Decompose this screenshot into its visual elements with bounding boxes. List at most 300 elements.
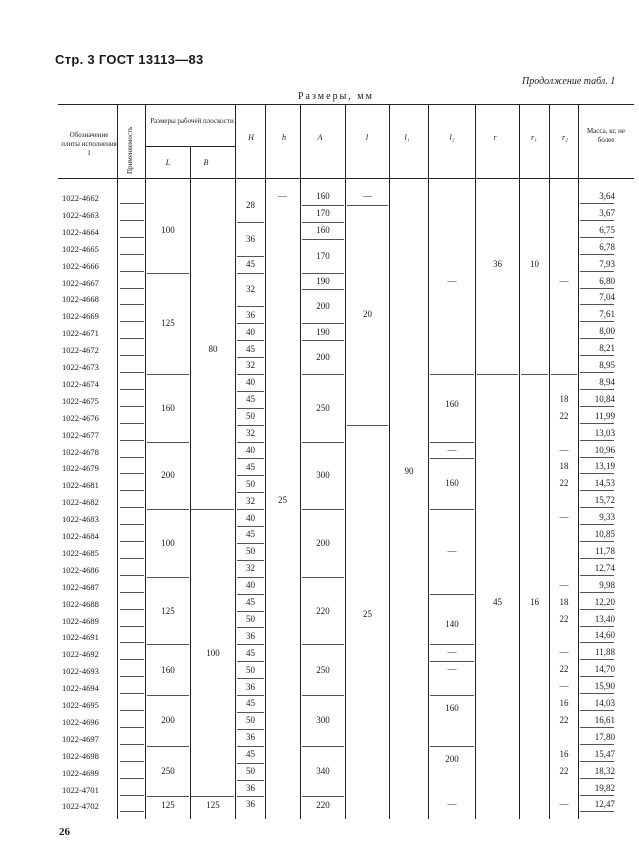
applicability-blank — [120, 727, 144, 728]
cell-r2-dash: — — [559, 579, 569, 590]
mass-underline — [580, 575, 614, 576]
mass-underline — [580, 288, 614, 289]
L-divider — [147, 442, 189, 443]
cell-H: 50 — [246, 664, 255, 675]
document-header: Стр. 3 ГОСТ 13113—83 — [55, 52, 204, 67]
H-divider — [237, 492, 264, 493]
applicability-blank — [120, 558, 144, 559]
cell-l2-dash: — — [447, 275, 457, 286]
cell-l2: 140 — [445, 618, 459, 629]
row-mass: 7,61 — [599, 309, 615, 320]
cell-r: 36 — [493, 258, 502, 269]
row-mass: 12,20 — [594, 596, 615, 607]
row-mass: 10,96 — [594, 444, 615, 455]
row-mass: 14,03 — [594, 698, 615, 708]
H-divider — [237, 560, 264, 561]
mass-underline — [580, 254, 614, 255]
page-number: 26 — [59, 826, 70, 838]
applicability-blank — [120, 237, 144, 238]
applicability-blank — [120, 693, 144, 694]
cell-r2: 22 — [559, 613, 569, 624]
mass-underline — [580, 693, 614, 694]
mass-underline — [580, 355, 614, 356]
mass-underline — [580, 220, 614, 221]
H-divider — [237, 695, 264, 696]
cell-B: 100 — [206, 647, 220, 658]
col-A: A — [317, 133, 323, 142]
cell-r2-dash: — — [559, 512, 569, 523]
A-divider — [302, 695, 344, 696]
cell-H: 32 — [246, 495, 255, 506]
vrule-10 — [475, 104, 476, 819]
H-divider — [237, 374, 264, 375]
row-code: 1022-4668 — [62, 294, 99, 305]
cell-H: 45 — [246, 647, 255, 658]
applicability-blank — [120, 575, 144, 576]
cell-L: 100 — [161, 537, 175, 548]
cell-r2: 18 — [559, 596, 569, 607]
vrule-6 — [300, 104, 301, 819]
cell-H: 36 — [246, 233, 255, 244]
cell-A: 190 — [316, 326, 330, 337]
col-H: H — [248, 133, 254, 142]
L-divider — [147, 509, 189, 510]
cell-H: 32 — [246, 428, 255, 439]
cell-l: 20 — [363, 309, 372, 320]
row-code: 1022-4688 — [62, 598, 99, 609]
col-l1: l₁ — [404, 133, 410, 142]
A-divider — [302, 239, 344, 240]
mass-underline — [580, 473, 614, 474]
row-code: 1022-4685 — [62, 547, 99, 558]
row-mass: 8,95 — [599, 360, 615, 370]
row-code: 1022-4665 — [62, 243, 99, 254]
cell-l2-dash: — — [447, 664, 457, 675]
col-l2: l₂ — [449, 133, 455, 142]
row-code: 1022-4694 — [62, 683, 99, 694]
cell-r2-dash: — — [559, 681, 569, 692]
row-mass: 8,94 — [599, 376, 615, 387]
L-divider — [147, 374, 189, 375]
mass-underline — [580, 507, 614, 508]
H-divider — [237, 408, 264, 409]
applicability-blank — [120, 761, 144, 762]
cell-r2: 22 — [559, 478, 569, 489]
A-divider — [302, 442, 344, 443]
l2-divider — [430, 442, 474, 443]
l2-divider — [430, 695, 474, 696]
mass-underline — [580, 406, 614, 407]
cell-H: 45 — [246, 394, 255, 405]
A-divider — [302, 289, 344, 290]
mass-underline — [580, 778, 614, 779]
cell-H: 32 — [246, 360, 255, 371]
cell-l2-dash: — — [447, 799, 457, 810]
cell-H: 45 — [246, 461, 255, 472]
row-code: 1022-4674 — [62, 378, 99, 389]
row-code: 1022-4676 — [62, 412, 99, 423]
row-code: 1022-4692 — [62, 649, 99, 660]
cell-L: 250 — [161, 766, 175, 777]
cell-H: 45 — [246, 749, 255, 760]
l2-divider — [430, 746, 474, 747]
row-mass: 3,67 — [599, 207, 615, 218]
applicability-blank — [120, 490, 144, 491]
H-divider — [237, 644, 264, 645]
row-code: 1022-4679 — [62, 463, 99, 474]
row-mass: 8,21 — [599, 343, 615, 354]
applicability-blank — [120, 524, 144, 525]
l2-divider — [430, 594, 474, 595]
row-code: 1022-4683 — [62, 514, 99, 525]
row-mass: 16,61 — [594, 714, 615, 725]
row-code: 1022-4681 — [62, 480, 99, 491]
mass-underline — [580, 642, 614, 643]
row-mass: 9,98 — [599, 579, 615, 590]
col-designation: Обозначение плиты исполнения 1 — [61, 131, 117, 157]
row-mass: 8,00 — [599, 326, 615, 337]
vrule-9 — [428, 104, 429, 819]
col-r: r — [493, 133, 497, 142]
L-divider — [147, 746, 189, 747]
cell-A: 170 — [316, 208, 330, 219]
cell-H: 50 — [246, 766, 255, 777]
cell-A: 160 — [316, 191, 330, 202]
H-divider — [237, 526, 264, 527]
cell-H: 45 — [246, 259, 255, 270]
cell-H: 36 — [246, 782, 255, 793]
A-divider — [302, 746, 344, 747]
cell-A: 190 — [316, 275, 330, 286]
cell-H: 50 — [246, 613, 255, 624]
applicability-blank — [120, 203, 144, 204]
mass-underline — [580, 744, 614, 745]
L-divider — [147, 577, 189, 578]
H-divider — [237, 458, 264, 459]
row-code: 1022-4662 — [62, 193, 99, 203]
mass-underline — [580, 490, 614, 491]
cell-r1: 10 — [530, 258, 539, 269]
applicability-blank — [120, 406, 144, 407]
col-r2: r₂ — [562, 133, 568, 142]
cell-l1: 90 — [404, 466, 414, 477]
cell-L: 200 — [161, 715, 175, 726]
mass-underline — [580, 626, 614, 627]
cell-H: 45 — [246, 529, 255, 540]
cell-l2: 160 — [445, 703, 459, 713]
B-divider — [191, 796, 234, 797]
row-mass: 12,47 — [594, 799, 615, 810]
applicability-blank — [120, 541, 144, 542]
row-mass: 15,72 — [594, 495, 615, 506]
cell-A: 340 — [316, 766, 330, 777]
l2-divider — [430, 458, 474, 459]
vrule-7 — [345, 104, 346, 819]
cell-A: 250 — [316, 402, 330, 413]
H-divider — [237, 796, 264, 797]
row-code: 1022-4696 — [62, 716, 99, 727]
applicability-blank — [120, 659, 144, 660]
cell-l2-dash: — — [447, 545, 457, 556]
cell-H: 50 — [246, 715, 255, 726]
H-divider — [237, 509, 264, 510]
applicability-blank — [120, 609, 144, 610]
cell-r2: 22 — [559, 664, 569, 675]
cell-L: 125 — [161, 799, 175, 810]
H-divider — [237, 611, 264, 612]
mass-underline — [580, 727, 614, 728]
A-divider — [302, 273, 344, 274]
applicability-blank — [120, 507, 144, 508]
mass-underline — [580, 676, 614, 677]
cell-r2: 22 — [559, 410, 569, 421]
row-code: 1022-4686 — [62, 564, 99, 575]
row-mass: 19,82 — [594, 782, 615, 793]
H-divider — [237, 729, 264, 730]
applicability-blank — [120, 592, 144, 593]
l2-divider — [430, 374, 474, 375]
row-mass: 11,88 — [595, 647, 615, 658]
row-mass: 9,33 — [599, 512, 615, 523]
A-divider — [302, 222, 344, 223]
mass-underline — [580, 524, 614, 525]
cell-r2: 22 — [559, 765, 569, 776]
applicability-blank — [120, 254, 144, 255]
H-divider — [237, 712, 264, 713]
row-mass: 7,93 — [599, 258, 615, 269]
mass-underline — [580, 795, 614, 796]
cell-A: 160 — [316, 225, 330, 236]
cell-l-dash: — — [363, 191, 372, 201]
cell-r2: 18 — [559, 461, 569, 472]
applicability-blank — [120, 778, 144, 779]
cell-H: 32 — [246, 284, 255, 295]
mass-underline — [580, 271, 614, 272]
cell-H: 45 — [246, 597, 255, 608]
cell-l2-dash: — — [447, 647, 457, 658]
cell-L: 200 — [161, 470, 175, 481]
row-mass: 11,99 — [595, 410, 615, 421]
applicability-blank — [120, 372, 144, 373]
r1-divider — [521, 374, 548, 375]
applicability-blank — [120, 304, 144, 305]
cell-l: 25 — [363, 608, 372, 619]
H-divider — [237, 256, 264, 257]
A-divider — [302, 340, 344, 341]
applicability-blank — [120, 321, 144, 322]
vrule-8 — [389, 104, 390, 819]
cell-H: 36 — [246, 732, 255, 743]
cell-H: 50 — [246, 411, 255, 422]
row-code: 1022-4689 — [62, 615, 99, 626]
A-divider — [302, 577, 344, 578]
row-mass: 3,64 — [599, 191, 615, 201]
row-mass: 13,40 — [594, 613, 615, 624]
row-code: 1022-4664 — [62, 226, 99, 237]
l-divider — [347, 425, 388, 426]
A-divider — [302, 374, 344, 375]
mass-underline — [580, 304, 614, 305]
applicability-blank — [120, 440, 144, 441]
cell-r2-dash: — — [559, 444, 569, 455]
cell-H: 36 — [246, 630, 255, 641]
H-divider — [237, 678, 264, 679]
vrule-4 — [235, 104, 236, 819]
row-mass: 6,80 — [599, 275, 615, 286]
mass-underline — [580, 389, 614, 390]
H-divider — [237, 661, 264, 662]
H-divider — [237, 594, 264, 595]
H-divider — [237, 475, 264, 476]
cell-r1: 16 — [530, 596, 539, 607]
cell-A: 220 — [316, 799, 330, 810]
row-mass: 11,78 — [595, 545, 615, 556]
row-code: 1022-4693 — [62, 666, 99, 677]
cell-A: 220 — [316, 605, 330, 616]
vrule-12 — [549, 104, 550, 819]
cell-A: 250 — [316, 664, 330, 675]
H-divider — [237, 323, 264, 324]
row-code: 1022-4698 — [62, 750, 99, 761]
row-code: 1022-4677 — [62, 429, 99, 440]
row-code: 1022-4672 — [62, 345, 99, 356]
cell-H: 50 — [246, 546, 255, 557]
cell-H: 28 — [246, 199, 255, 210]
cell-H: 45 — [246, 698, 255, 709]
mass-underline — [580, 761, 614, 762]
mass-underline — [580, 321, 614, 322]
row-mass: 15,90 — [594, 681, 615, 692]
row-mass: 10,85 — [594, 529, 615, 539]
col-mass: Масса, кг, не более — [586, 127, 626, 144]
applicability-blank — [120, 744, 144, 745]
row-code: 1022-4702 — [62, 801, 99, 812]
cell-L: 100 — [161, 225, 175, 236]
row-mass: 17,80 — [594, 731, 615, 742]
mass-underline — [580, 440, 614, 441]
l2-divider — [430, 509, 474, 510]
col-l: l — [365, 133, 369, 142]
row-code: 1022-4701 — [62, 784, 99, 795]
col-r1: r₁ — [531, 133, 537, 142]
applicability-blank — [120, 457, 144, 458]
cell-l2-dash: — — [447, 444, 457, 455]
row-mass: 13,19 — [594, 461, 615, 472]
H-divider — [237, 746, 264, 747]
row-mass: 6,78 — [599, 241, 615, 252]
L-divider — [147, 695, 189, 696]
cell-L: 160 — [161, 402, 175, 413]
A-divider — [302, 796, 344, 797]
cell-L: 125 — [161, 605, 175, 616]
row-code: 1022-4667 — [62, 277, 99, 288]
cell-r: 45 — [493, 596, 502, 607]
cell-r2: 16 — [559, 748, 569, 759]
row-code: 1022-4691 — [62, 632, 99, 643]
row-code: 1022-4671 — [62, 328, 99, 339]
mass-underline — [580, 203, 614, 204]
mass-underline — [580, 338, 614, 339]
cell-r2-dash: — — [559, 647, 569, 658]
applicability-blank — [120, 811, 144, 812]
mass-underline — [580, 710, 614, 711]
applicability-blank — [120, 271, 144, 272]
vrule-5 — [265, 104, 266, 819]
l-divider — [347, 205, 388, 206]
cell-H: 45 — [246, 343, 255, 354]
cell-A: 200 — [316, 352, 330, 362]
mass-underline — [580, 659, 614, 660]
row-mass: 7,04 — [599, 292, 615, 303]
row-code: 1022-4682 — [62, 497, 99, 508]
H-divider — [237, 222, 264, 223]
row-code: 1022-4684 — [62, 531, 99, 541]
cell-H: 40 — [246, 512, 255, 523]
B-divider — [191, 509, 234, 510]
H-divider — [237, 340, 264, 341]
cell-l2: 160 — [445, 478, 459, 489]
H-divider — [237, 273, 264, 274]
cell-A: 200 — [316, 301, 330, 312]
cell-H: 32 — [246, 563, 255, 574]
applicability-blank — [120, 338, 144, 339]
mass-underline — [580, 372, 614, 373]
H-divider — [237, 306, 264, 307]
H-divider — [237, 442, 264, 443]
cell-A: 300 — [316, 470, 330, 481]
mass-underline — [580, 237, 614, 238]
vrule-3 — [190, 146, 191, 819]
row-code: 1022-4699 — [62, 767, 99, 778]
L-divider — [147, 273, 189, 274]
row-code: 1022-4697 — [62, 733, 99, 744]
cell-H: 40 — [246, 377, 255, 388]
H-divider — [237, 425, 264, 426]
L-divider — [147, 796, 189, 797]
mass-underline — [580, 423, 614, 424]
row-code: 1022-4666 — [62, 260, 99, 271]
row-code: 1022-4687 — [62, 581, 99, 592]
applicability-blank — [120, 423, 144, 424]
row-code: 1022-4669 — [62, 311, 99, 322]
row-mass: 14,53 — [594, 478, 615, 489]
applicability-blank — [120, 795, 144, 796]
row-code: 1022-4678 — [62, 446, 99, 457]
applicability-blank — [120, 288, 144, 289]
table-continuation-label: Продолжение табл. 1 — [522, 76, 616, 87]
row-code: 1022-4663 — [62, 209, 99, 220]
applicability-blank — [120, 642, 144, 643]
H-divider — [237, 577, 264, 578]
cell-H: 36 — [246, 681, 255, 692]
mass-underline — [580, 457, 614, 458]
applicability-blank — [120, 676, 144, 677]
applicability-blank — [120, 389, 144, 390]
cell-r2: 22 — [559, 714, 569, 725]
applicability-blank — [120, 710, 144, 711]
cell-h: 25 — [278, 495, 287, 506]
mass-underline — [580, 811, 614, 812]
col-L: L — [165, 158, 171, 167]
H-divider — [237, 391, 264, 392]
applicability-blank — [120, 220, 144, 221]
cell-r2: 16 — [559, 698, 569, 708]
H-divider — [237, 763, 264, 764]
cell-r2-dash: — — [559, 275, 569, 286]
row-code: 1022-4695 — [62, 700, 99, 710]
A-divider — [302, 205, 344, 206]
row-code: 1022-4675 — [62, 395, 99, 406]
